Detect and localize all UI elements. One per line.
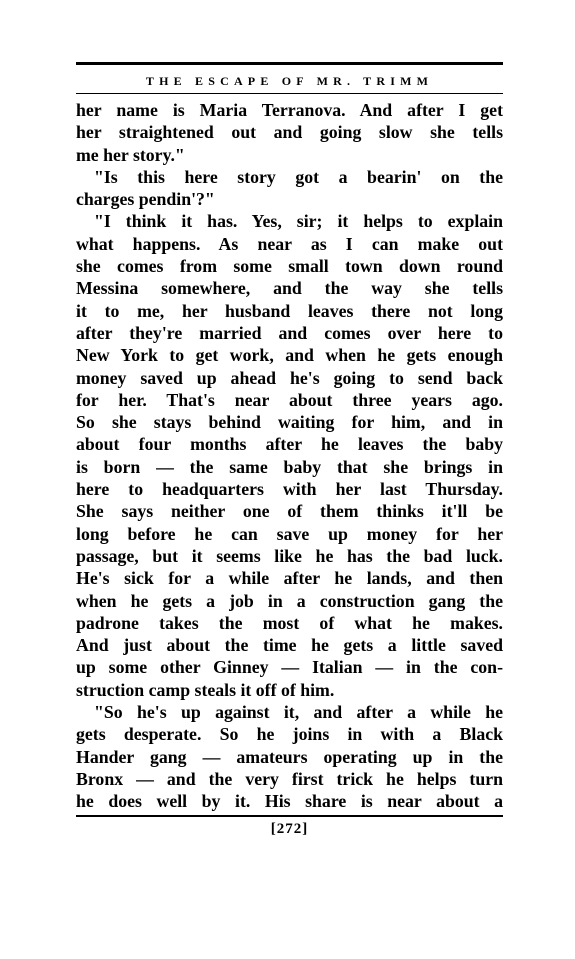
text-line: for her. That's near about three years ago. bbox=[76, 389, 503, 410]
text-line: after they're married and comes over here to bbox=[76, 322, 503, 343]
text-line: "Is this here story got a bearin' on the bbox=[94, 166, 503, 187]
text-line: she comes from some small town down round bbox=[76, 256, 503, 277]
text-line: New York to get work, and when he gets enough bbox=[76, 345, 503, 366]
text-line: when he gets a job in a construction gang the bbox=[76, 590, 503, 611]
body-text bbox=[76, 99, 503, 813]
text-line: he does well by it. His share is near about a bbox=[76, 791, 503, 812]
text-line: Messina somewhere, and the way she tells bbox=[76, 278, 503, 299]
text-line: what happens. As near as I can make out bbox=[76, 233, 503, 254]
text-line: about four months after he leaves the baby bbox=[76, 434, 503, 455]
text-line: So she stays behind waiting for him, and in bbox=[76, 412, 503, 433]
head-rule bbox=[76, 93, 503, 94]
text-line: She says neither one of them thinks it'll be bbox=[76, 501, 503, 522]
text-line: gets desperate. So he joins in with a Black bbox=[76, 724, 503, 745]
text-line: up some other Ginney — Italian — in the con- bbox=[76, 657, 503, 678]
running-head: THE ESCAPE OF MR. TRIMM bbox=[145, 74, 434, 88]
text-line: me her story." bbox=[76, 144, 185, 165]
text-line: here to headquarters with her last Thursday. bbox=[76, 479, 503, 500]
text-line: "So he's up against it, and after a while he bbox=[94, 702, 503, 723]
text-line: is born — the same baby that she brings in bbox=[76, 456, 503, 477]
text-line: Hander gang — amateurs operating up in the bbox=[76, 746, 503, 767]
text-line: money saved up ahead he's going to send back bbox=[76, 367, 503, 388]
text-line: Bronx — and the very first trick he helps turn bbox=[76, 768, 503, 789]
text-line: "I think it has. Yes, sir; it helps to explain bbox=[94, 211, 503, 232]
text-line: struction camp steals it off of him. bbox=[76, 679, 335, 700]
book-page bbox=[76, 62, 503, 838]
page-number: [272] bbox=[270, 820, 309, 837]
text-line: passage, but it seems like he has the bad luck. bbox=[76, 545, 503, 566]
text-line: her name is Maria Terranova. And after I get bbox=[76, 100, 503, 120]
text-line: it to me, her husband leaves there not long bbox=[76, 300, 503, 321]
text-line: He's sick for a while after he lands, and then bbox=[76, 568, 503, 589]
text-line: And just about the time he gets a little saved bbox=[76, 635, 503, 656]
text-line: padrone takes the most of what he makes. bbox=[76, 612, 503, 633]
text-line: her straightened out and going slow she tells bbox=[76, 122, 503, 143]
text-line: long before he can save up money for her bbox=[76, 523, 503, 544]
text-line: charges pendin'?" bbox=[76, 189, 215, 210]
